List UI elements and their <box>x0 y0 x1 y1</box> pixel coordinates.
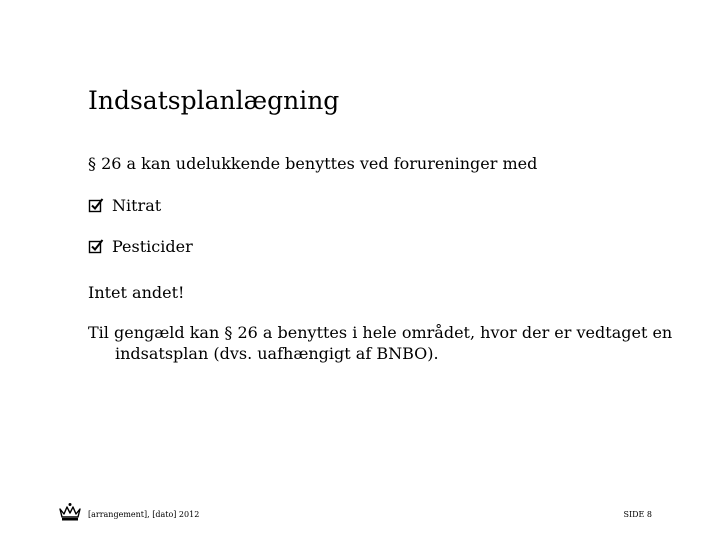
checkbox-checked-icon <box>88 238 104 254</box>
closing-text: Intet andet! <box>88 283 185 302</box>
bullet-item <box>88 195 161 216</box>
note-text: Til gengæld kan § 26 a benyttes i hele området, hvor der er vedtaget en indsatsplan (dvs. uafhængigt af BNBO). <box>88 323 673 363</box>
bullet-item <box>88 236 193 257</box>
crown-icon <box>58 502 82 522</box>
bullet-label: Pesticider <box>112 237 193 256</box>
checkbox-checked-icon <box>88 197 104 213</box>
intro-text: § 26 a kan udelukkende benyttes ved forureninger med <box>88 154 538 173</box>
page-number: SIDE 8 <box>623 510 652 519</box>
slide-title: Indsatsplanlægning <box>88 86 340 115</box>
bullet-label: Nitrat <box>112 196 162 215</box>
footer-info: [arrangement], [dato] 2012 <box>88 510 200 519</box>
